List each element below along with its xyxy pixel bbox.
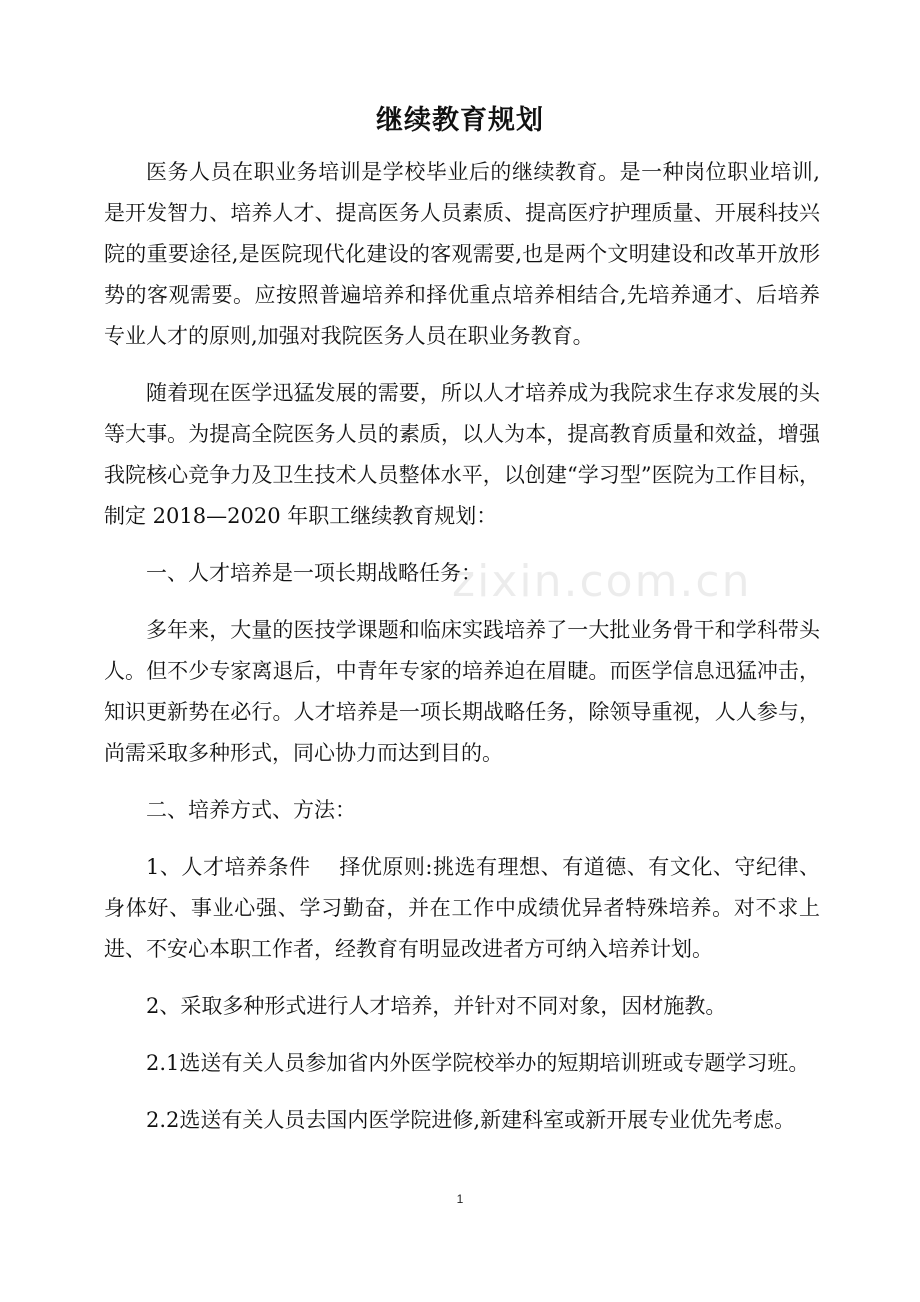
paragraph-conditions: 1、人才培养条件 择优原则:挑选有理想、有道德、有文化、守纪律、身体好、事业心强、学习勤奋，并在工作中成绩优异者特殊培养。对不求上进、不安心本职工作者，经教育有明显改进者方可纳入培养计划。 xyxy=(104,855,820,961)
document-title: 继续教育规划 xyxy=(376,105,544,136)
paragraph-item-2-1: 2.1选送有关人员参加省内外医学院校举办的短期培训班或专题学习班。 xyxy=(146,1051,810,1075)
section-heading-1: 一、人才培养是一项长期战略任务： xyxy=(146,561,482,585)
paragraph-item-2-2: 2.2选送有关人员去国内医学院进修,新建科室或新开展专业优先考虑。 xyxy=(146,1108,796,1132)
document-body xyxy=(104,152,820,1157)
watermark: zixin.com.cn xyxy=(452,556,752,607)
paragraph-forms: 2、采取多种形式进行人才培养，并针对不同对象，因材施教。 xyxy=(146,994,727,1018)
paragraph-intro: 医务人员在职业务培训是学校毕业后的继续教育。是一种岗位职业培训,是开发智力、培养人才、提高医务人员素质、提高医疗护理质量、开展科技兴院的重要途径,是医院现代化建设的客观需要,也是两个文明建设和改革开放形势的客观需要。应按照普遍培养和择优重点培养相结合,先培养通才、后培养专业人才的原则,加强对我院医务人员在职业务教育。 xyxy=(104,160,820,348)
paragraph-talent-training: 多年来，大量的医技学课题和临床实践培养了一大批业务骨干和学科带头人。但不少专家离退后，中青年专家的培养迫在眉睫。而医学信息迅猛冲击，知识更新势在必行。人才培养是一项长期战略任务，除领导重视，人人参与，尚需采取多种形式，同心协力而达到目的。 xyxy=(104,618,820,765)
paragraph-background: 随着现在医学迅猛发展的需要，所以人才培养成为我院求生存求发展的头等大事。为提高全院医务人员的素质，以人为本，提高教育质量和效益，增强我院核心竞争力及卫生技术人员整体水平，以创建“学习型”医院为工作目标，制定 2018—2020 年职工继续教育规划： xyxy=(104,381,820,528)
section-heading-2: 二、培养方式、方法： xyxy=(146,798,356,822)
page-number: 1 xyxy=(456,1192,464,1206)
